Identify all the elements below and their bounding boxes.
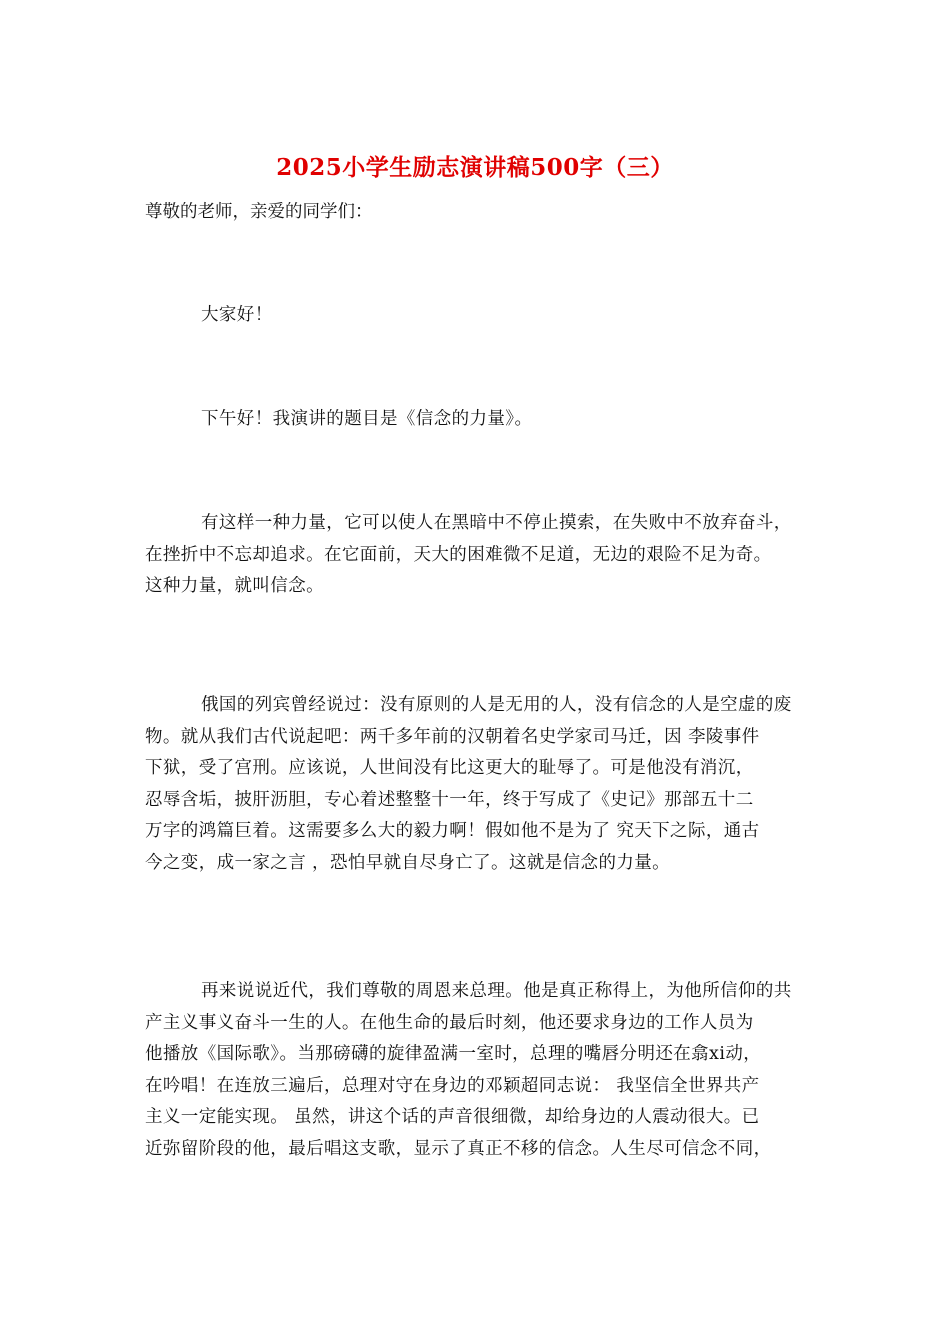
paragraph-line: 主义一定能实现。 虽然，讲这个话的声音很细微，却给身边的人震动很大。已 [145, 1107, 760, 1127]
paragraph-line: 俄国的列宾曾经说过：没有原则的人是无用的人，没有信念的人是空虚的废 [201, 695, 792, 715]
paragraph-greeting [145, 300, 810, 332]
paragraph-line: 在挫折中不忘却追求。在它面前，天大的困难微不足道，无边的艰险不足为奇。 [145, 544, 772, 565]
paragraph-line: 忍辱含垢，披肝沥胆，专心着述整整十一年，终于写成了《史记》那部五十二 [145, 789, 754, 810]
paragraph-topic [145, 404, 810, 436]
salutation: 尊敬的老师，亲爱的同学们： [145, 202, 373, 222]
document-title: 2025小学生励志演讲稿500字（三） [276, 154, 674, 181]
paragraph-line: 近弥留阶段的他，最后唱这支歌，显示了真正不移的信念。人生尽可信念不同， [145, 1138, 772, 1159]
paragraph-sima-qian [145, 690, 810, 879]
paragraph-line: 今之变，成一家之言 ，恐怕早就自尽身亡了。这就是信念的力量。 [145, 852, 671, 873]
paragraph-line: 在吟唱！在连放三遍后，总理对守在身边的邓颖超同志说： 我坚信全世界共产 [145, 1075, 760, 1096]
paragraph-line: 大家好！ [201, 305, 273, 325]
paragraph-line: 他播放《国际歌》。当那磅礴的旋律盈满一室时，总理的嘴唇分明还在翕xi动， [145, 1044, 762, 1064]
paragraph-line: 产主义事义奋斗一生的人。在他生命的最后时刻，他还要求身边的工作人员为 [145, 1012, 754, 1033]
paragraph-line: 下午好！我演讲的题目是《信念的力量》。 [201, 409, 533, 429]
paragraph-line: 万字的鸿篇巨着。这需要多么大的毅力啊！假如他不是为了 究天下之际，通古 [145, 821, 760, 841]
paragraph-line: 这种力量，就叫信念。 [145, 576, 324, 596]
paragraph-line: 有这样一种力量，它可以使人在黑暗中不停止摸索，在失败中不放弃奋斗， [201, 513, 792, 533]
paragraph-zhou-enlai [145, 976, 810, 1165]
paragraph-intro [145, 508, 810, 603]
paragraph-line: 下狱，受了宫刑。应该说，人世间没有比这更大的耻辱了。可是他没有消沉， [145, 758, 754, 778]
paragraph-line: 物。就从我们古代说起吧：两千多年前的汉朝着名史学家司马迁，因 李陵事件 [145, 726, 760, 747]
paragraph-line: 再来说说近代，我们尊敬的周恩来总理。他是真正称得上，为他所信仰的共 [201, 981, 792, 1001]
